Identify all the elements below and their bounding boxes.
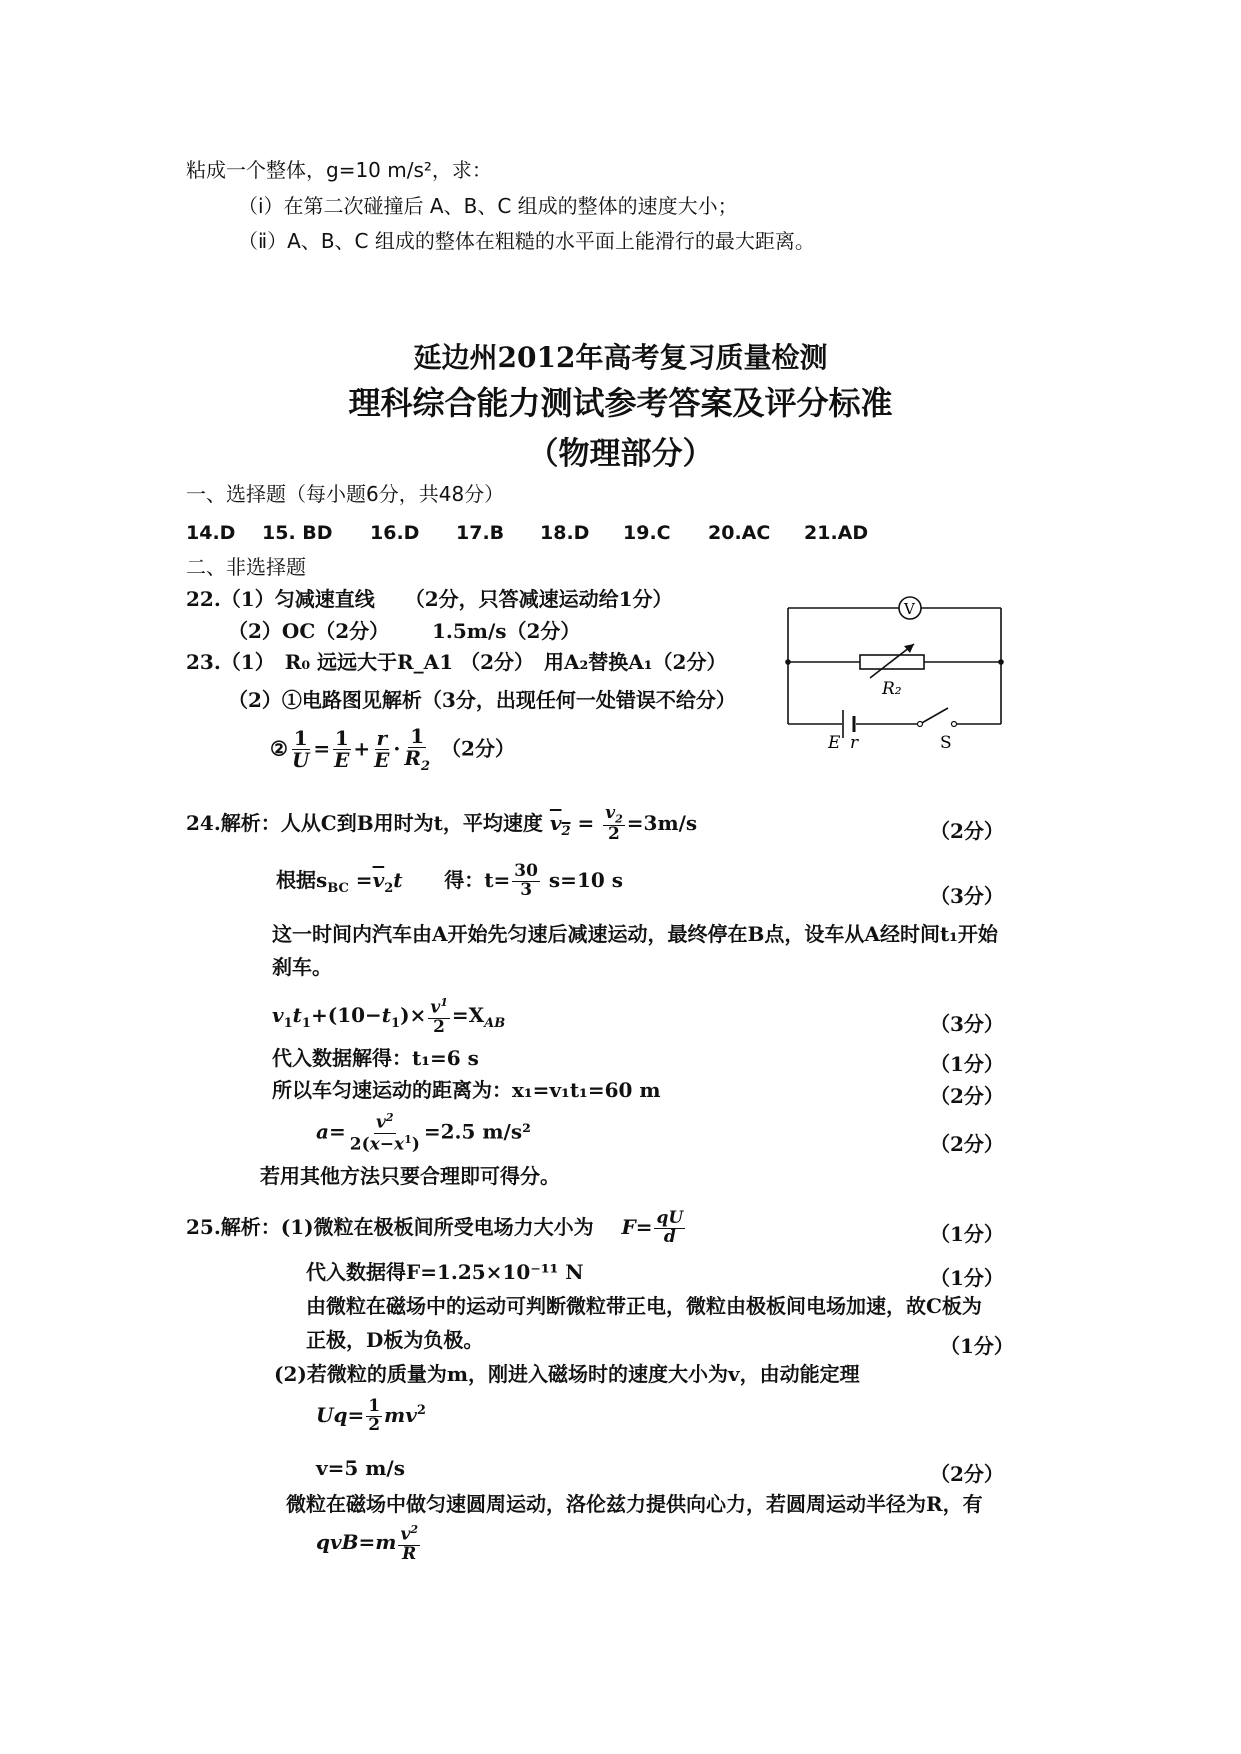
intro-line: 粘成一个整体，g=10 m/s²，求： <box>186 158 492 182</box>
internal-resistance-label: r <box>850 733 859 752</box>
q24-line9: 若用其他方法只要合理即可得分。 <box>260 1164 560 1188</box>
q24-line5-score: （3分） <box>930 1012 1004 1036</box>
q25-line3: 由微粒在磁场中的运动可判断微粒带正电，微粒由极板间电场加速，故C板为 <box>306 1294 982 1318</box>
q25-line6: Uq= $\frac{1}{2}$ $mv^2$ <box>316 1396 426 1435</box>
answer-20: 20.AC <box>708 522 771 544</box>
answer-14: 14.D <box>186 522 236 544</box>
q25-line5: (2)若微粒的质量为m，刚进入磁场时的速度大小为v，由动能定理 <box>274 1362 860 1386</box>
q24-line2-text: 根据s <box>276 867 328 892</box>
q23-formula-score: （2分） <box>441 736 515 761</box>
q24-line2-score: （3分） <box>930 884 1004 908</box>
q22-part2-oc: （2）OC（2分） <box>228 619 390 643</box>
q24-line2-mid: 得：t= <box>444 867 511 892</box>
q25-line4: 正极，D板为负极。 <box>306 1328 484 1352</box>
q24-line2-unit: s=10 s <box>548 867 623 892</box>
q24-line2: 根据$s_{BC} =\overline{v}_2t$ 得：t= $\frac{30}{3}$ s=10 s <box>276 861 623 900</box>
q24-line8-score: （2分） <box>930 1132 1004 1156</box>
q24-line4: 刹车。 <box>272 955 332 979</box>
q25-line1-text: 25.解析：(1)微粒在极板间所受电场力大小为 <box>186 1214 594 1239</box>
q24-line1: 24.解析：人从C到B用时为t，平均速度 $v_2$ = $\frac{v_2}{2}$ =3m/s <box>186 803 698 844</box>
switch-label: S <box>940 733 952 752</box>
q23-formula: ② $\frac{1}{U}$ = $\frac{1}{E}$ + $\frac{r}{E}$ · $\frac{1}{R_2}$ （2分） <box>270 724 515 774</box>
q25-line7: v=5 m/s <box>316 1456 405 1480</box>
q24-line3: 这一时间内汽车由A开始先匀速后减速运动，最终停在B点，设车从A经时间t₁开始 <box>272 922 998 946</box>
q24-line8: a= $\frac{v^2}{2(x-x^1)}$ =2.5 m/s² <box>316 1111 531 1155</box>
q25-line1: 25.解析：(1)微粒在极板间所受电场力大小为 F= $\frac{qU}{d}$ <box>186 1208 684 1247</box>
answer-16: 16.D <box>370 522 420 544</box>
q24-line7-score: （2分） <box>930 1084 1004 1108</box>
answer-17: 17.B <box>456 522 505 544</box>
q24-line6-score: （1分） <box>930 1052 1004 1076</box>
circuit-diagram <box>780 592 1010 752</box>
q24-line7: 所以车匀速运动的距离为：x₁=v₁t₁=60 m <box>272 1078 661 1102</box>
answer-15: 15. BD <box>262 522 333 544</box>
q23-part1: 23.（1） R₀ 远远大于R_A1 （2分） 用A₂替换A₁（2分） <box>186 650 727 674</box>
q22-part1: 22.（1）匀减速直线 （2分，只答减速运动给1分） <box>186 587 673 611</box>
answer-19: 19.C <box>623 522 671 544</box>
q24-line1-score: （2分） <box>930 819 1004 843</box>
answer-18: 18.D <box>540 522 590 544</box>
question-i: （ⅰ）在第二次碰撞后 A、B、C 组成的整体的速度大小； <box>238 194 738 218</box>
doc-title-3: （物理部分） <box>527 436 714 472</box>
q24-line6: 代入数据解得：t₁=6 s <box>272 1046 479 1070</box>
q25-line2: 代入数据得F=1.25×10⁻¹¹ N <box>306 1260 584 1284</box>
q24-line1-eq: =3m/s <box>626 810 698 835</box>
q24-line1-text: 24.解析：人从C到B用时为t，平均速度 <box>186 810 543 835</box>
q25-line2-score: （1分） <box>930 1266 1004 1290</box>
emf-label: E <box>828 733 841 752</box>
q24-line5: $v_1t_1+(10-t_1)\times$ $\frac{v^1}{2}$ $=X_{AB}$ <box>272 996 506 1037</box>
arrow-icon <box>904 644 914 653</box>
answer-21: 21.AD <box>804 522 869 544</box>
q24-line8-tail: =2.5 m/s² <box>423 1119 531 1144</box>
question-ii: （ⅱ）A、B、C 组成的整体在粗糙的水平面上能滑行的最大距离。 <box>238 229 815 253</box>
circle-2: ② <box>270 736 288 761</box>
resistor-label: R₂ <box>882 679 902 699</box>
q23-part2: （2）①电路图见解析（3分，出现任何一处错误不给分） <box>228 688 736 712</box>
q25-line4-score: （1分） <box>940 1334 1014 1358</box>
q25-line7-score: （2分） <box>930 1462 1004 1486</box>
section2-heading: 二、非选择题 <box>186 555 306 579</box>
q22-part2-speed: 1.5m/s（2分） <box>432 619 581 643</box>
q25-line9: qvB=m $\frac{v^2}{R}$ <box>316 1523 419 1564</box>
doc-title-2: 理科综合能力测试参考答案及评分标准 <box>348 384 893 422</box>
section1-heading: 一、选择题（每小题6分，共48分） <box>186 482 505 506</box>
q25-line1-score: （1分） <box>930 1222 1004 1246</box>
doc-title-1: 延边州2012年高考复习质量检测 <box>413 341 828 374</box>
voltmeter-label: V <box>904 600 915 618</box>
q25-line8: 微粒在磁场中做匀速圆周运动，洛伦兹力提供向心力，若圆周运动半径为R，有 <box>286 1492 983 1516</box>
